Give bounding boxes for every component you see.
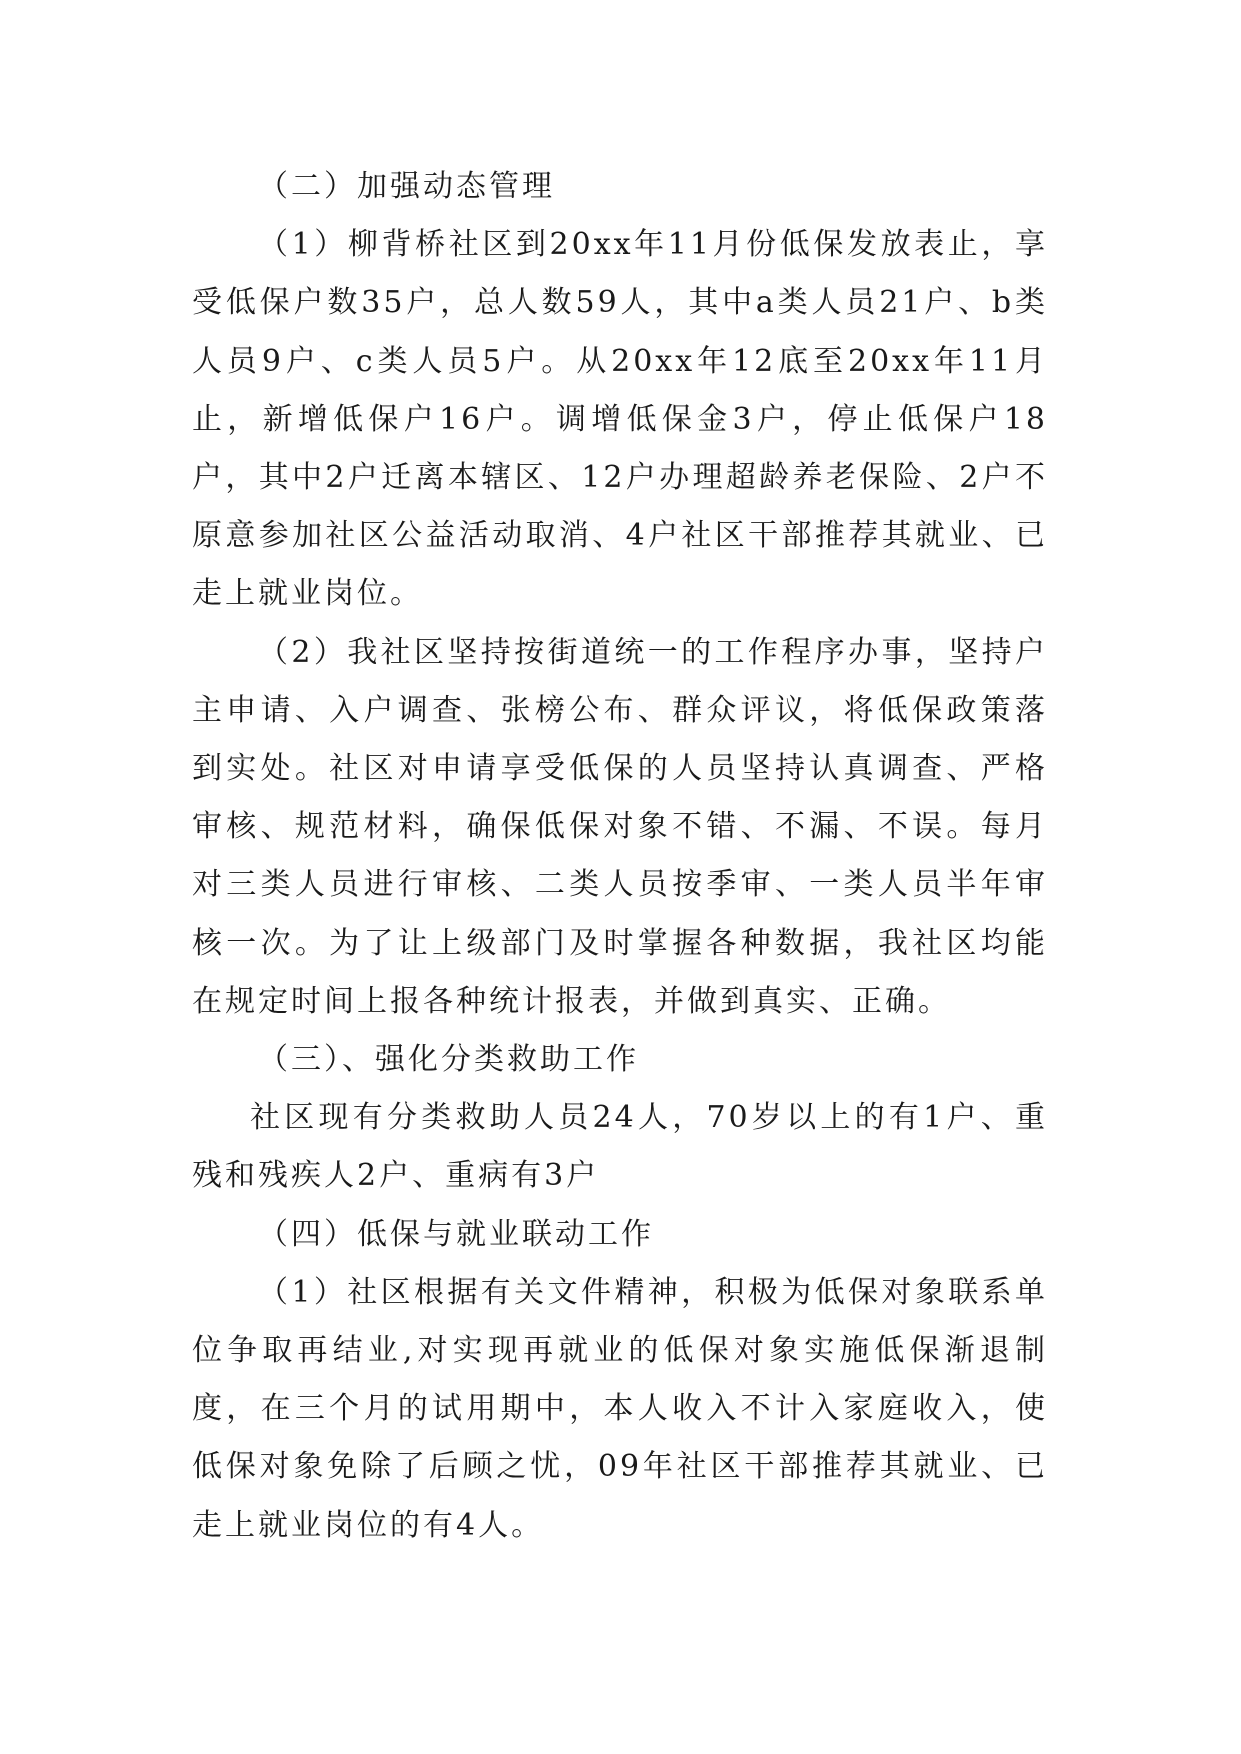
paragraph-low-income-statistics: （1）柳背桥社区到20xx年11月份低保发放表止，享受低保户数35户，总人数59人，其中a类人员21户、b类人员9户、c类人员5户。从20xx年12底至20xx年11月止，新增低保户16户。调增低保金3户，停止低保户18户，其中2户迁离本辖区、12户办理超龄养老保险、2户不原意参加社区公益活动取消、4户社区干部推荐其就业、已走上就业岗位。 (192, 227, 1048, 612)
paragraph-employment-linkage: （1）社区根据有关文件精神，积极为低保对象联系单位争取再结业,对实现再就业的低保对象实施低保渐退制度，在三个月的试用期中，本人收入不计入家庭收入，使低保对象免除了后顾之忧，09年社区干部推荐其就业、已走上就业岗位的有4人。 (192, 1274, 1048, 1543)
section-heading-dynamic-management: （二）加强动态管理 (258, 169, 555, 204)
paragraph-classified-assistance: 社区现有分类救助人员24人，70岁以上的有1户、重残和残疾人2户、重病有3户 (192, 1100, 1048, 1194)
section-heading-classified-assistance: （三）、强化分类救助工作 (258, 1042, 639, 1078)
section-heading-employment-linkage: （四）低保与就业联动工作 (258, 1216, 654, 1252)
paragraph-work-procedure: （2）我社区坚持按街道统一的工作程序办事，坚持户主申请、入户调查、张榜公布、群众评议，将低保政策落到实处。社区对申请享受低保的人员坚持认真调查、严格审核、规范材料，确保低保对象不错、不漏、不误。每月对三类人员进行审核、二类人员按季审、一类人员半年审核一次。为了让上级部门及时掌握各种数据，我社区均能在规定时间上报各种统计报表，并做到真实、正确。 (192, 634, 1048, 1019)
document-body (192, 158, 1048, 1555)
